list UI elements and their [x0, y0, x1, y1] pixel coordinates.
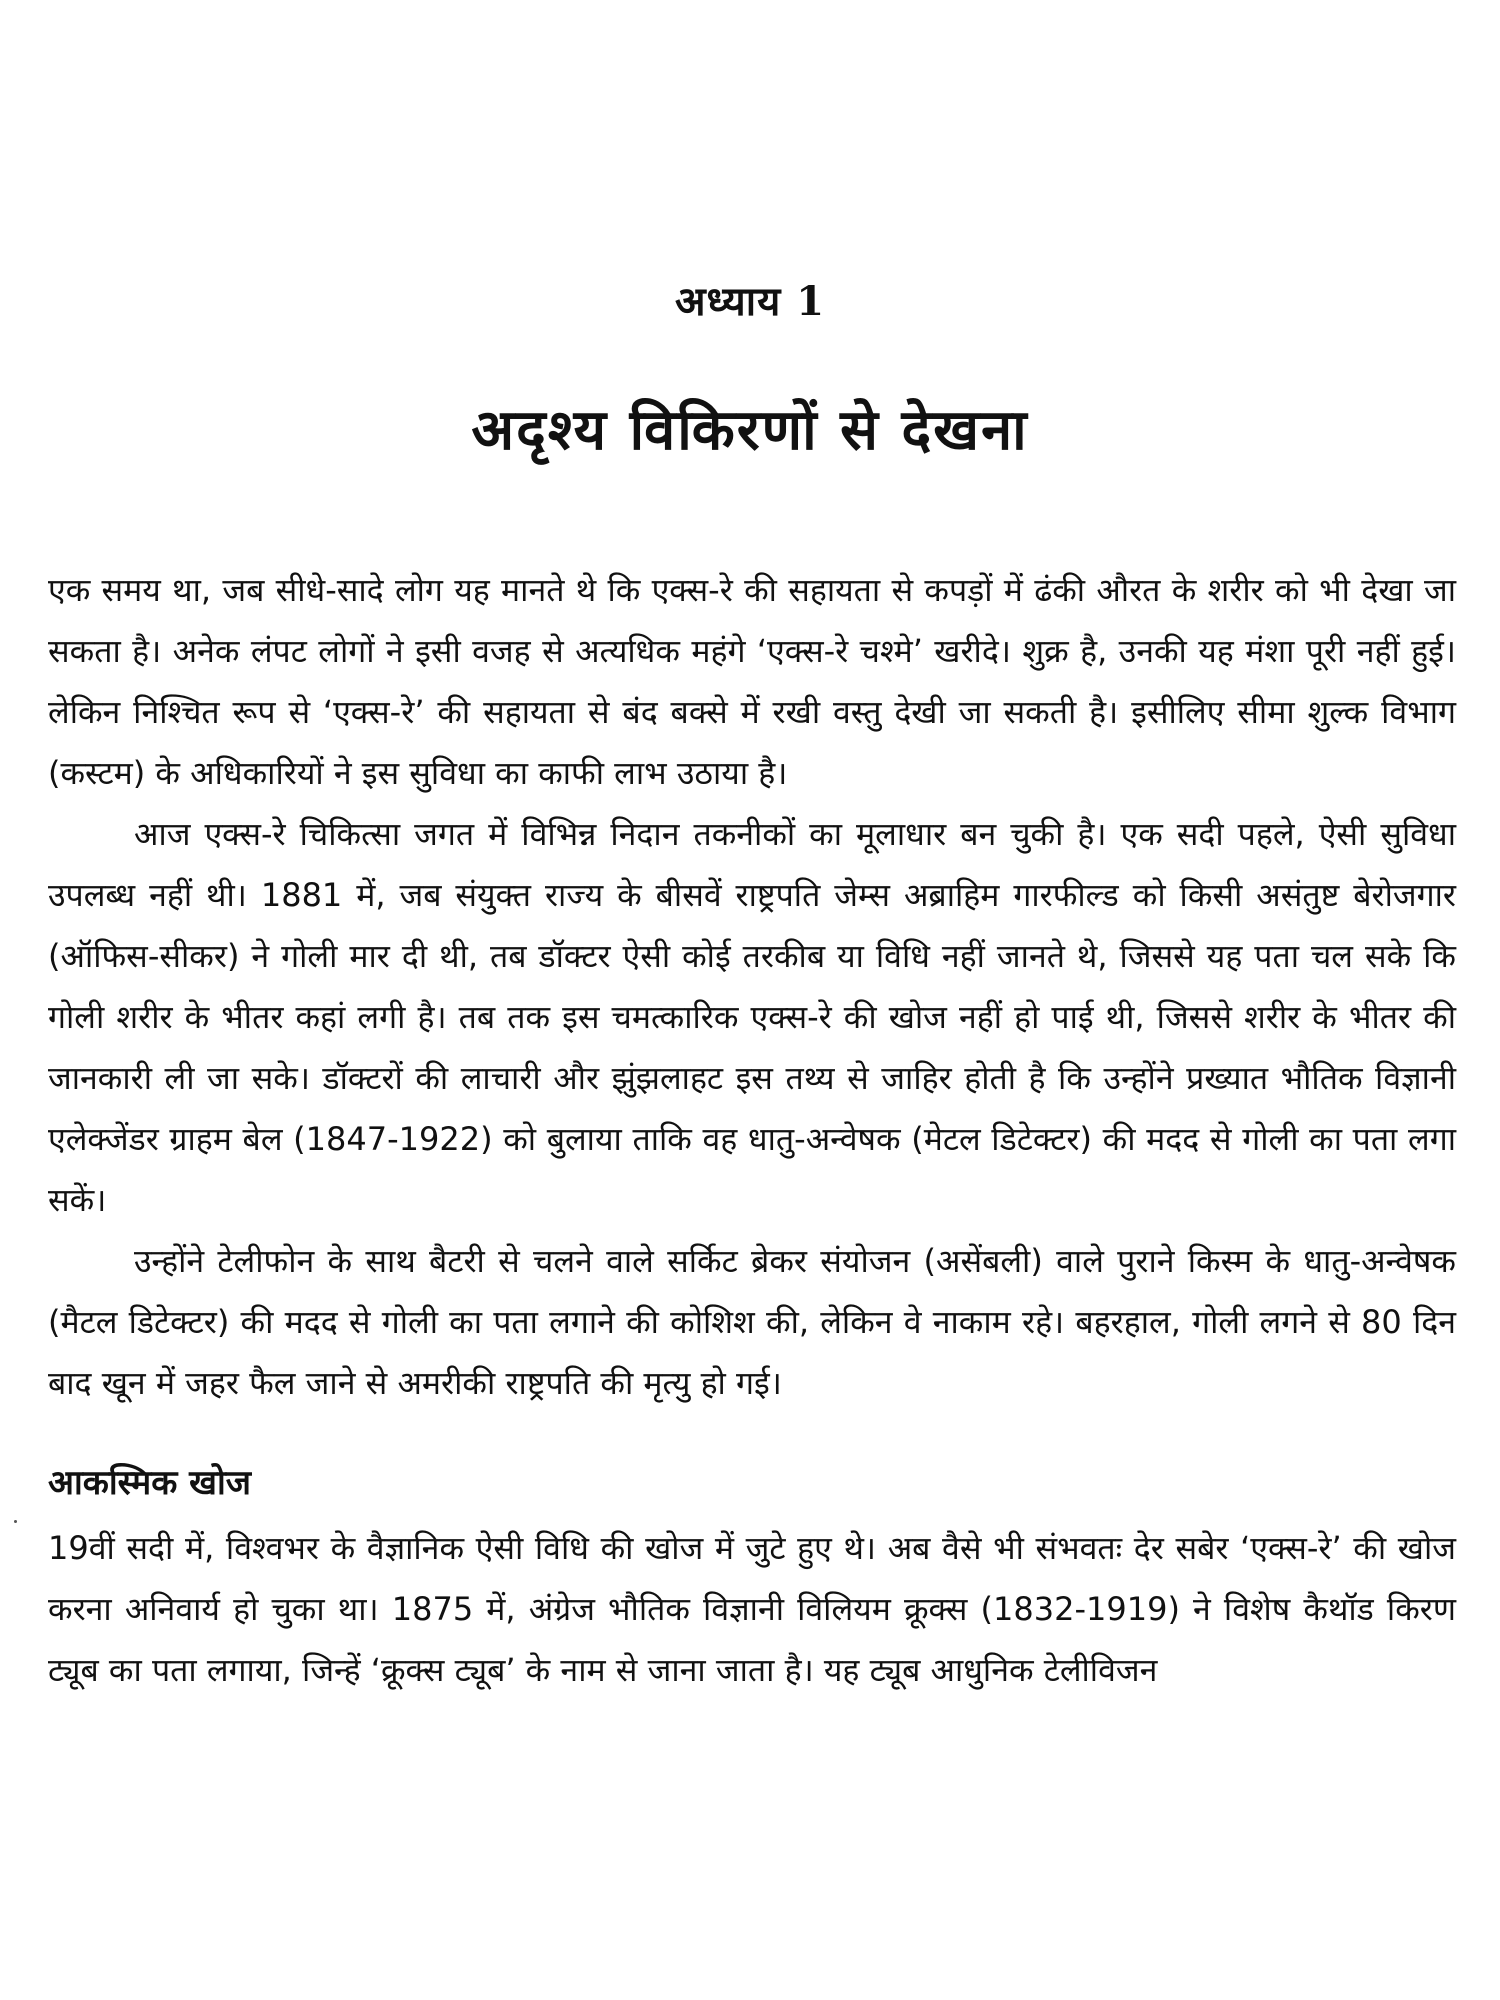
- scan-speck: [14, 1520, 17, 1523]
- chapter-body: [48, 560, 1456, 1701]
- section-paragraph: 19वीं सदी में, विश्वभर के वैज्ञानिक ऐसी विधि की खोज में जुटे हुए थे। अब वैसे भी संभवतः देर सबेर ‘एक्स-रे’ की खोज करना अनिवार्य हो चुका था। 1875 में, अंग्रेज भौतिक विज्ञानी विलियम क्रूक्स (1832-1919) ने विशेष कैथॉड किरण ट्यूब का पता लगाया, जिन्हें ‘क्रूक्स ट्यूब’ के नाम से जाना जाता है। यह ट्यूब आधुनिक टेलीविजन: [48, 1529, 1456, 1689]
- chapter-label: अध्याय 1: [674, 278, 826, 325]
- paragraph-3: उन्होंने टेलीफोन के साथ बैटरी से चलने वाले सर्किट ब्रेकर संयोजन (असेंबली) वाले पुराने किस्म के धातु-अन्वेषक (मैटल डिटेक्टर) की मदद से गोली का पता लगाने की कोशिश की, लेकिन वे नाकाम रहे। बहरहाल, गोली लगने से 80 दिन बाद खून में जहर फैल जाने से अमरीकी राष्ट्रपति की मृत्यु हो गई।: [48, 1242, 1456, 1402]
- section-heading: आकस्मिक खोज: [48, 1463, 252, 1503]
- paragraph-1: एक समय था, जब सीधे-सादे लोग यह मानते थे कि एक्स-रे की सहायता से कपड़ों में ढंकी औरत के शरीर को भी देखा जा सकता है। अनेक लंपट लोगों ने इसी वजह से अत्यधिक महंगे ‘एक्स-रे चश्मे’ खरीदे। शुक्र है, उनकी यह मंशा पूरी नहीं हुई। लेकिन निश्चित रूप से ‘एक्स-रे’ की सहायता से बंद बक्से में रखी वस्तु देखी जा सकती है। इसीलिए सीमा शुल्क विभाग (कस्टम) के अधिकारियों ने इस सुविधा का काफी लाभ उठाया है।: [48, 571, 1456, 792]
- paragraph-2: आज एक्स-रे चिकित्सा जगत में विभिन्न निदान तकनीकों का मूलाधार बन चुकी है। एक सदी पहले, ऐसी सुविधा उपलब्ध नहीं थी। 1881 में, जब संयुक्त राज्य के बीसवें राष्ट्रपति जेम्स अब्राहिम गारफील्ड को किसी असंतुष्ट बेरोजगार (ऑफिस-सीकर) ने गोली मार दी थी, तब डॉक्टर ऐसी कोई तरकीब या विधि नहीं जानते थे, जिससे यह पता चल सके कि गोली शरीर के भीतर कहां लगी है। तब तक इस चमत्कारिक एक्स-रे की खोज नहीं हो पाई थी, जिससे शरीर के भीतर की जानकारी ली जा सके। डॉक्टरों की लाचारी और झुंझलाहट इस तथ्य से जाहिर होती है कि उन्होंने प्रख्यात भौतिक विज्ञानी एलेक्जेंडर ग्राहम बेल (1847-1922) को बुलाया ताकि वह धातु-अन्वेषक (मेटल डिटेक्टर) की मदद से गोली का पता लगा सकें।: [48, 815, 1456, 1219]
- chapter-title: अदृश्य विकिरणों से देखना: [471, 398, 1029, 463]
